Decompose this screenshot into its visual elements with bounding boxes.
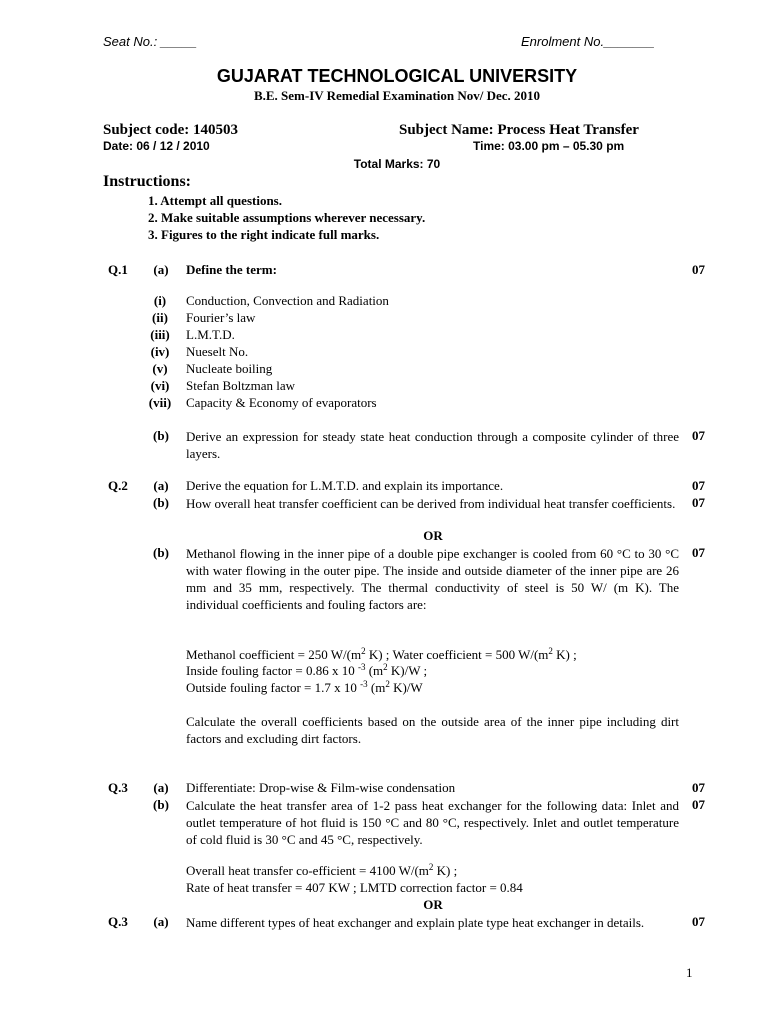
overall-coefficient-line: Overall heat transfer co-efficient = 4100 $W/(m^2$ K) ; <box>186 862 458 878</box>
term-text: Conduction, Convection and Radiation <box>186 293 389 308</box>
instruction-item: 2. Make suitable assumptions wherever necessary. <box>148 210 426 225</box>
q3-alt-part-a-text: Name different types of heat exchanger and explain plate type heat exchanger in details. <box>186 915 645 930</box>
total-marks: Total Marks: 70 <box>353 157 441 171</box>
q2-alt-part-b-label: (b) <box>153 545 169 560</box>
question-3-alt-number: Q.3 <box>108 914 128 929</box>
q3-part-b-marks: 07 <box>692 797 705 812</box>
exam-date: Date: 06 / 12 / 2010 <box>103 139 210 153</box>
question-2-number: Q.2 <box>108 478 128 493</box>
question-3-number: Q.3 <box>108 780 128 795</box>
q2-calculate-text: Calculate the overall coefficients based on the outside area of the inner pipe including dirt factors and excluding dirt factors. <box>186 714 679 746</box>
q3-part-a-label: (a) <box>153 780 169 795</box>
subject-code: Subject code: 140503 <box>103 122 238 138</box>
q1-part-a-text: Define the term: <box>186 262 277 277</box>
q3-alt-part-a-marks: 07 <box>692 914 705 929</box>
page-number: 1 <box>686 965 693 980</box>
seat-number-field: Seat No.: _____ <box>103 34 197 49</box>
q1-part-b-label: (b) <box>153 428 169 443</box>
instruction-item: 3. Figures to the right indicate full marks. <box>148 227 380 242</box>
q3-alt-part-a-label: (a) <box>153 914 169 929</box>
q3-or-separator: OR <box>423 897 443 912</box>
q2-part-b-marks: 07 <box>692 495 705 510</box>
q2-or-separator: OR <box>423 528 443 543</box>
term-number: (v) <box>152 361 168 376</box>
instructions-title: Instructions: <box>103 173 192 190</box>
q1-part-a-label: (a) <box>153 262 169 277</box>
term-text: Nueselt No. <box>186 344 249 359</box>
subject-name: Subject Name: Process Heat Transfer <box>399 122 639 138</box>
q3-part-b-label: (b) <box>153 797 169 812</box>
term-number: (vii) <box>148 395 172 410</box>
question-1-number: Q.1 <box>108 262 128 277</box>
term-text: Stefan Boltzman law <box>186 378 296 393</box>
enrolment-number-field: Enrolment No._______ <box>521 34 655 49</box>
q1-part-b-text: Derive an expression for steady state heat conduction through a composite cylinder of three layers. <box>186 429 679 461</box>
exam-time: Time: 03.00 pm – 05.30 pm <box>473 139 625 153</box>
inside-fouling-line: Inside fouling factor = 0.86 x 10 $^{-3}$ ($m^2$ K)/W ; <box>186 662 428 678</box>
term-number: (i) <box>153 293 167 308</box>
term-number: (vi) <box>150 378 170 393</box>
rate-of-heat-line: Rate of heat transfer = 407 KW ; LMTD correction factor = 0.84 <box>186 880 523 895</box>
q2-part-b-label: (b) <box>153 495 169 510</box>
term-number: (iv) <box>150 344 170 359</box>
q2-alt-part-b-text: Methanol flowing in the inner pipe of a double pipe exchanger is cooled from 60 °C to 30 °C with water flowing in the outer pipe. The inside and outside diameter of the inner pipe are 26 mm and 35 mm, respectively. The thermal conductivity of steel is 50 W/ (m K). The individual coefficients and fouling factors are: <box>186 546 679 612</box>
term-text: Fourier’s law <box>186 310 256 325</box>
instruction-item: 1. Attempt all questions. <box>148 193 282 208</box>
q1-part-a-marks: 07 <box>692 262 705 277</box>
q2-part-b-text: How overall heat transfer coefficient can be derived from individual heat transfer coefficients. <box>186 496 676 511</box>
q3-part-b-text: Calculate the heat transfer area of 1-2 pass heat exchanger for the following data: Inlet and outlet temperature of hot fluid is 150 °C and 80 °C, respectively. Inlet and outlet temperature of cold fluid is 30 °C and 45 °C, respectively. <box>186 798 679 847</box>
term-text: L.M.T.D. <box>186 327 235 342</box>
q3-part-a-marks: 07 <box>692 780 705 795</box>
outside-fouling-line: Outside fouling factor = 1.7 x 10 $^{-3}$ ($m^2$ K)/W <box>186 679 423 695</box>
q2-part-a-text: Derive the equation for L.M.T.D. and explain its importance. <box>186 478 504 493</box>
q1-part-b-marks: 07 <box>692 428 705 443</box>
university-title: GUJARAT TECHNOLOGICAL UNIVERSITY <box>216 66 578 86</box>
term-text: Capacity & Economy of evaporators <box>186 395 377 410</box>
term-text: Nucleate boiling <box>186 361 273 376</box>
term-number: (iii) <box>150 327 170 342</box>
q2-alt-part-b-marks: 07 <box>692 545 705 560</box>
instructions-list <box>148 192 425 243</box>
q3-part-a-text: Differentiate: Drop-wise & Film-wise condensation <box>186 780 456 795</box>
q2-part-a-label: (a) <box>153 478 169 493</box>
coefficients-line: Methanol coefficient = 250 $W/(m^2$ K) ; Water coefficient = 500 $W/(m^2$ K) ; <box>186 646 577 662</box>
q2-part-a-marks: 07 <box>692 478 705 493</box>
exam-title: B.E. Sem-IV Remedial Examination Nov/ Dec. 2010 <box>253 88 541 103</box>
term-number: (ii) <box>152 310 168 325</box>
